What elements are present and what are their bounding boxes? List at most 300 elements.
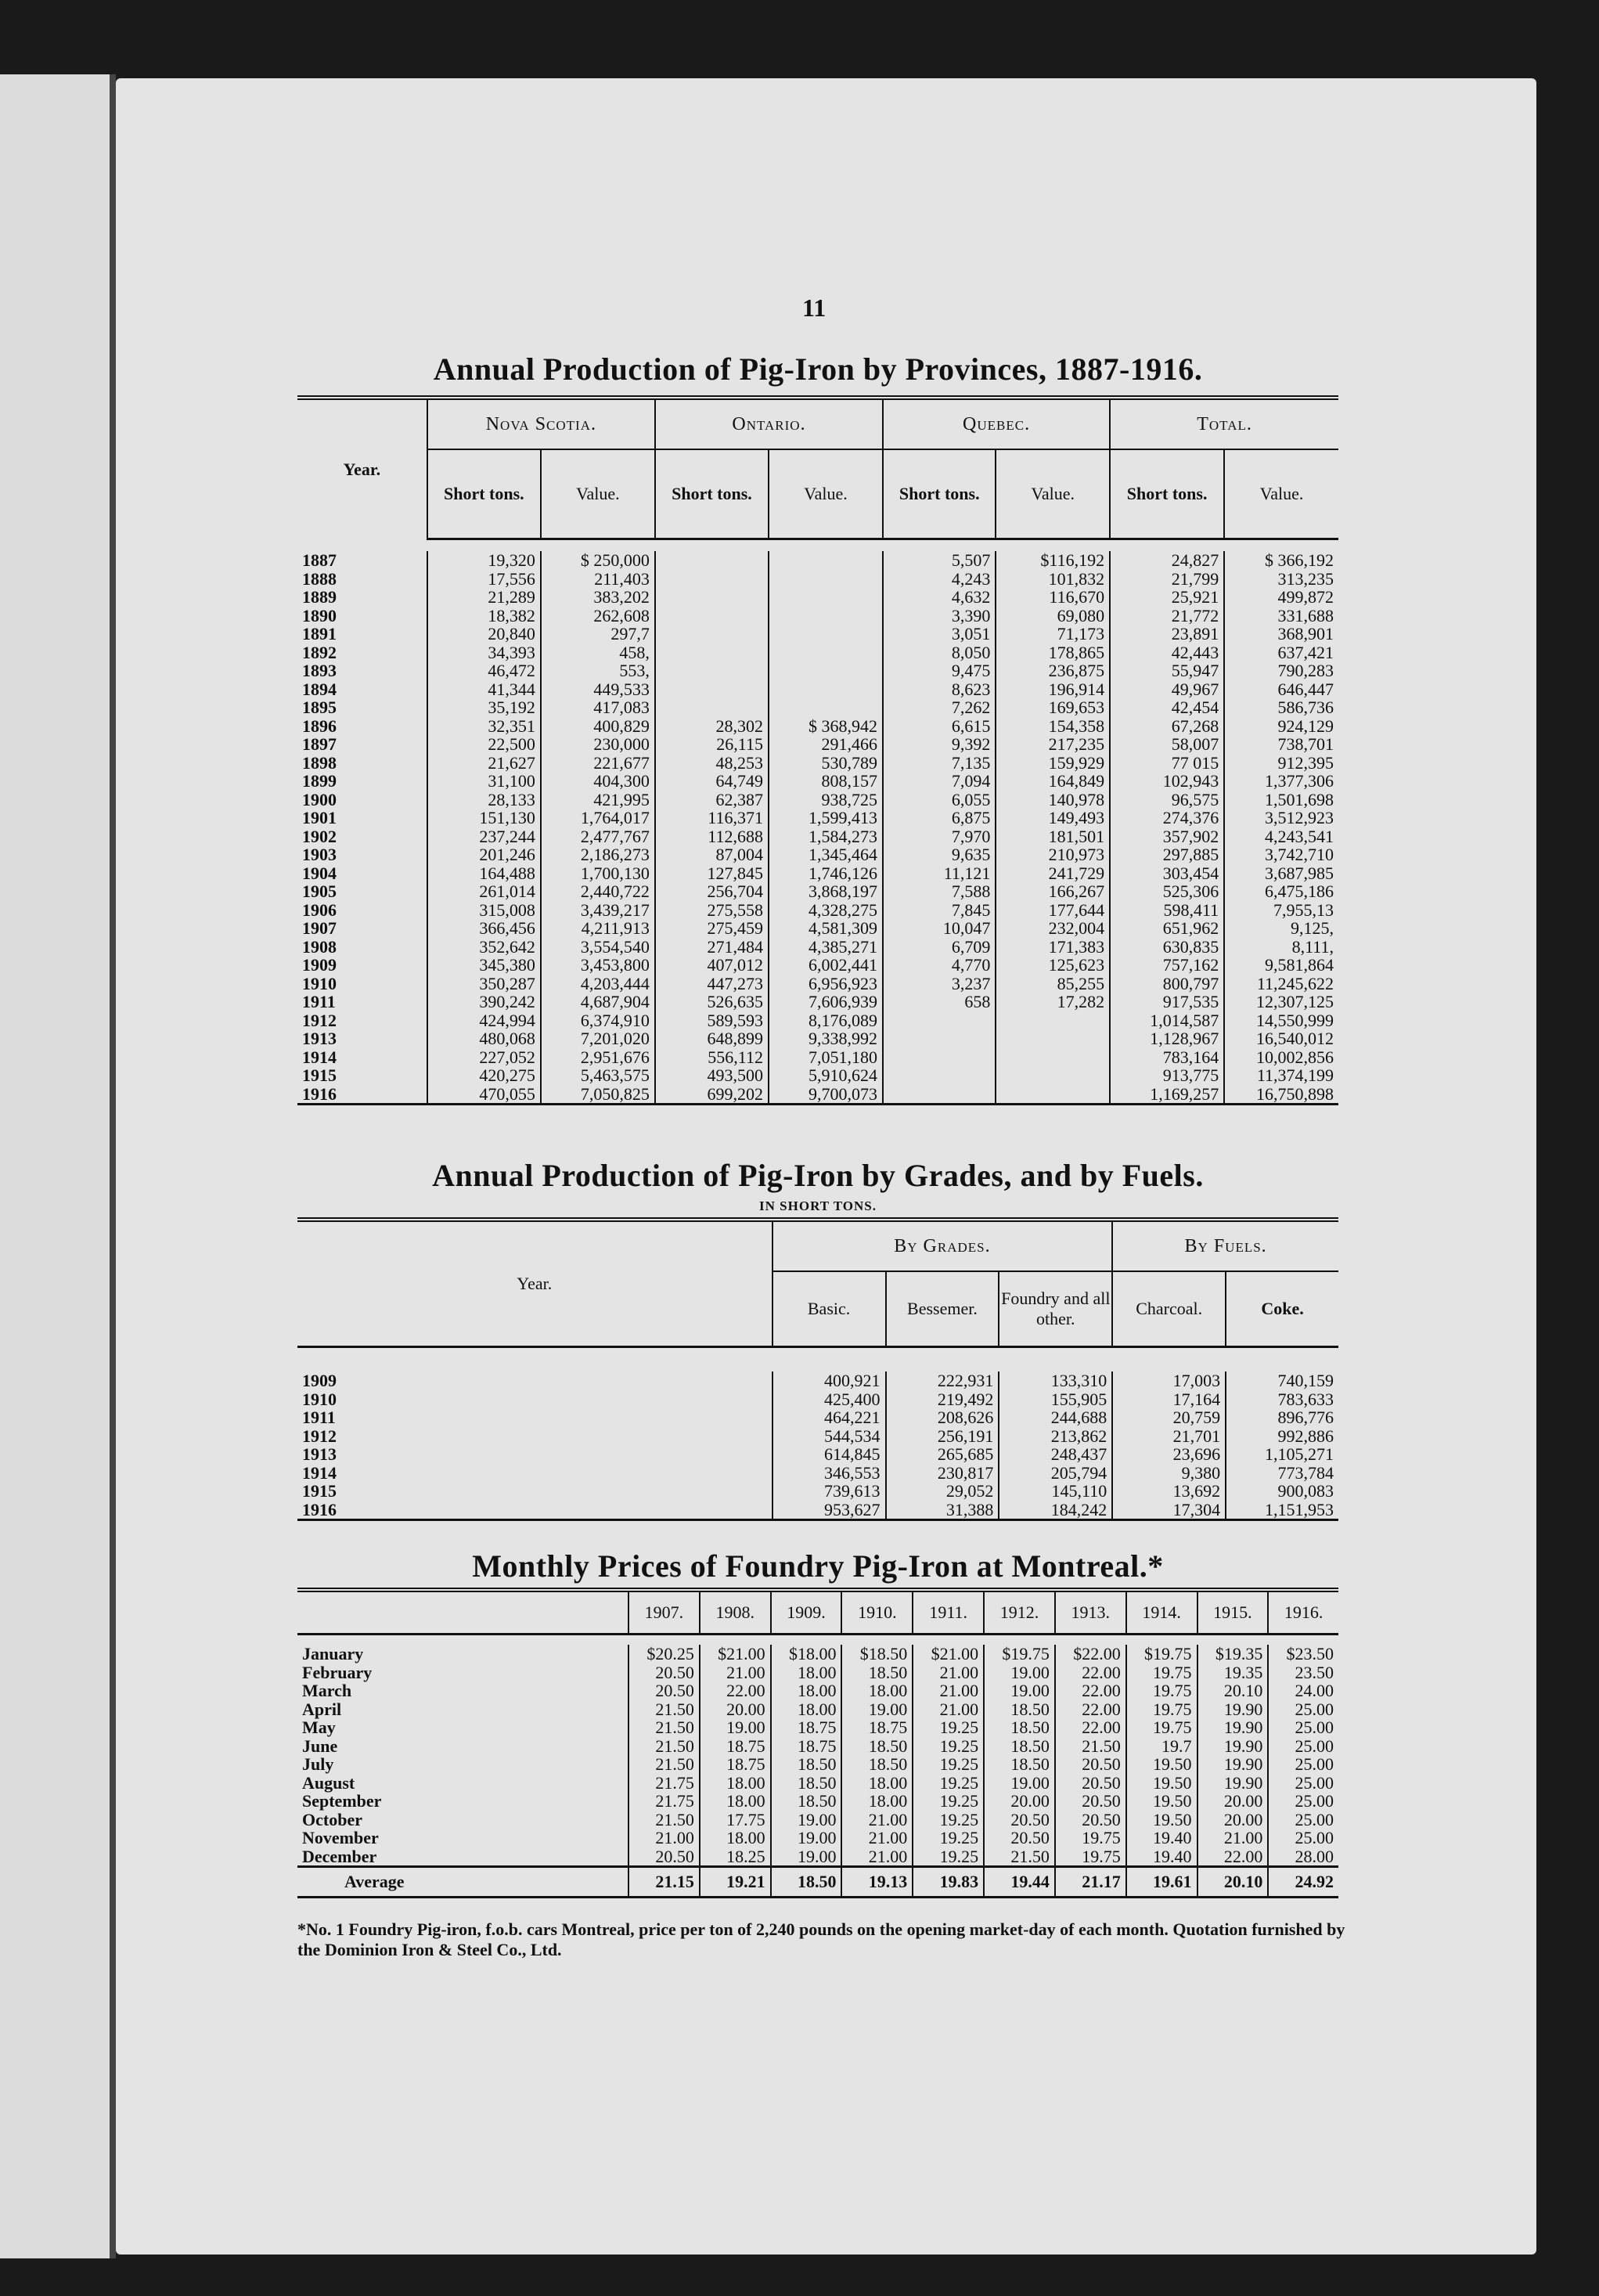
value-cell: 256,191 [886, 1427, 999, 1446]
value-cell: 783,164 [1110, 1048, 1224, 1067]
value-cell: 125,623 [996, 956, 1110, 975]
value-cell: 32,351 [427, 717, 541, 736]
year-cell: 1890 [302, 605, 337, 625]
value-cell: 7,262 [883, 698, 996, 717]
footnote: *No. 1 Foundry Pig-iron, f.o.b. cars Montreal, price per ton of 2,240 pounds on the opening market-day of each month. Quotation furnished by the Dominion Iron & Steel Co., Ltd. [297, 1919, 1345, 1959]
value-cell: 169,653 [996, 698, 1110, 717]
value-cell: 3,868,197 [769, 882, 883, 901]
month-cell: January [302, 1644, 364, 1663]
price-cell: 18.50 [984, 1737, 1055, 1756]
price-cell: 19.75 [1126, 1700, 1197, 1719]
price-cell: 19.50 [1126, 1792, 1197, 1811]
column-header: Short tons. [883, 449, 996, 539]
value-cell: 1,345,464 [769, 845, 883, 864]
value-cell: 77 015 [1110, 754, 1224, 773]
value-cell: 181,501 [996, 827, 1110, 846]
table-row [297, 938, 1338, 957]
value-cell: 41,344 [427, 680, 541, 699]
month-cell: May [302, 1717, 336, 1737]
table-row [297, 1048, 1338, 1067]
value-cell [655, 680, 769, 699]
year-cell: 1911 [302, 1408, 336, 1427]
price-cell: 18.00 [700, 1792, 771, 1811]
month-cell: June [302, 1736, 338, 1756]
value-cell: 896,776 [1226, 1408, 1338, 1427]
value-cell: 1,151,953 [1226, 1501, 1338, 1520]
value-cell: 26,115 [655, 735, 769, 754]
price-cell: 18.00 [700, 1774, 771, 1793]
price-cell: $19.35 [1197, 1645, 1269, 1663]
value-cell [769, 680, 883, 699]
value-cell: 164,849 [996, 772, 1110, 791]
value-cell: 196,914 [996, 680, 1110, 699]
price-cell: 20.50 [1055, 1755, 1126, 1774]
table-row [297, 717, 1338, 736]
bottom-rule-cell [297, 1105, 1338, 1108]
value-cell: 34,393 [427, 643, 541, 662]
value-cell [883, 1011, 996, 1030]
price-cell: 19.75 [1126, 1718, 1197, 1737]
value-cell: 757,162 [1110, 956, 1224, 975]
value-cell: 598,411 [1110, 901, 1224, 920]
table-row [297, 1408, 1338, 1427]
price-cell: 18.50 [984, 1755, 1055, 1774]
year-cell: 1914 [302, 1047, 337, 1067]
value-cell: 6,475,186 [1224, 882, 1338, 901]
year-column-header: 1909. [771, 1590, 842, 1635]
value-cell: 464,221 [772, 1408, 886, 1427]
value-cell: 3,237 [883, 975, 996, 993]
price-cell: $21.00 [700, 1645, 771, 1663]
price-cell: 25.00 [1268, 1755, 1338, 1774]
value-cell: 17,003 [1112, 1371, 1226, 1390]
value-cell: 1,014,587 [1110, 1011, 1224, 1030]
value-cell: 64,749 [655, 772, 769, 791]
value-cell: 42,443 [1110, 643, 1224, 662]
table-row [297, 1371, 1338, 1390]
value-cell: 275,459 [655, 919, 769, 938]
column-header: Value. [1224, 449, 1338, 539]
value-cell: 7,135 [883, 754, 996, 773]
table-row [297, 1792, 1338, 1811]
value-cell: 3,051 [883, 625, 996, 643]
month-cell: February [302, 1662, 373, 1682]
table-row [297, 1066, 1338, 1085]
value-cell: 116,371 [655, 809, 769, 827]
value-cell: $ 368,942 [769, 717, 883, 736]
price-cell: 18.25 [700, 1847, 771, 1867]
price-cell: 19.90 [1197, 1737, 1269, 1756]
value-cell [883, 1085, 996, 1105]
value-cell: 222,931 [886, 1371, 999, 1390]
value-cell: 651,962 [1110, 919, 1224, 938]
value-cell [655, 551, 769, 570]
value-cell: 9,700,073 [769, 1085, 883, 1105]
price-cell: 21.50 [628, 1737, 700, 1756]
value-cell: 3,390 [883, 607, 996, 625]
value-cell: 221,677 [541, 754, 655, 773]
average-value: 19.83 [913, 1867, 984, 1898]
value-cell [769, 625, 883, 643]
group-header: Nova Scotia. [427, 398, 655, 449]
value-cell: 6,374,910 [541, 1011, 655, 1030]
price-cell: 18.50 [841, 1737, 913, 1756]
price-cell: 21.50 [628, 1811, 700, 1829]
average-value: 19.61 [1126, 1867, 1197, 1898]
year-cell: 1910 [302, 1389, 337, 1409]
value-cell: 4,687,904 [541, 993, 655, 1011]
price-cell: 25.00 [1268, 1700, 1338, 1719]
price-cell: 25.00 [1268, 1811, 1338, 1829]
price-cell: 19.25 [913, 1792, 984, 1811]
year-cell: 1910 [302, 973, 337, 993]
price-cell: 19.00 [984, 1774, 1055, 1793]
value-cell [769, 607, 883, 625]
value-cell: 8,050 [883, 643, 996, 662]
grades-fuels-table [297, 1217, 1338, 1523]
value-cell: 3,453,800 [541, 956, 655, 975]
price-cell: 21.00 [700, 1663, 771, 1682]
value-cell: 4,328,275 [769, 901, 883, 920]
value-cell: 9,635 [883, 845, 996, 864]
year-column-header: 1916. [1268, 1590, 1338, 1635]
month-header-blank [297, 1590, 628, 1635]
value-cell: 20,759 [1112, 1408, 1226, 1427]
value-cell: 21,799 [1110, 570, 1224, 589]
header-row-groups [297, 398, 1338, 449]
price-cell: 19.25 [913, 1829, 984, 1847]
value-cell: 912,395 [1224, 754, 1338, 773]
price-cell: 23.50 [1268, 1663, 1338, 1682]
table-row [297, 661, 1338, 680]
value-cell: 219,492 [886, 1390, 999, 1409]
price-cell: 19.90 [1197, 1755, 1269, 1774]
value-cell: 22,500 [427, 735, 541, 754]
year-cell: 1904 [302, 863, 337, 883]
value-cell: 556,112 [655, 1048, 769, 1067]
value-cell: 4,243,541 [1224, 827, 1338, 846]
value-cell: 271,484 [655, 938, 769, 957]
price-cell: 21.75 [628, 1774, 700, 1793]
value-cell: 425,400 [772, 1390, 886, 1409]
average-value: 21.17 [1055, 1867, 1126, 1898]
value-cell: 62,387 [655, 791, 769, 809]
value-cell: 241,729 [996, 864, 1110, 883]
value-cell: 49,967 [1110, 680, 1224, 699]
value-cell: 275,558 [655, 901, 769, 920]
price-cell: 18.50 [771, 1755, 842, 1774]
value-cell: 149,493 [996, 809, 1110, 827]
value-cell: 400,829 [541, 717, 655, 736]
value-cell: 773,784 [1226, 1464, 1338, 1483]
table-row [297, 956, 1338, 975]
value-cell: $ 250,000 [541, 551, 655, 570]
value-cell: 29,052 [886, 1482, 999, 1501]
value-cell: 2,186,273 [541, 845, 655, 864]
table-row [297, 1445, 1338, 1464]
value-cell [996, 1048, 1110, 1067]
value-cell: 7,050,825 [541, 1085, 655, 1105]
price-cell: 19.75 [1055, 1847, 1126, 1867]
value-cell: 101,832 [996, 570, 1110, 589]
value-cell [655, 588, 769, 607]
price-cell: 19.50 [1126, 1755, 1197, 1774]
value-cell: 227,052 [427, 1048, 541, 1067]
value-cell: 261,014 [427, 882, 541, 901]
price-cell: 21.00 [841, 1847, 913, 1867]
table-row [297, 1847, 1338, 1867]
value-cell: 67,268 [1110, 717, 1224, 736]
month-cell: July [302, 1754, 334, 1774]
value-cell: 1,746,126 [769, 864, 883, 883]
value-cell: 55,947 [1110, 661, 1224, 680]
price-cell: $21.00 [913, 1645, 984, 1663]
value-cell [655, 607, 769, 625]
value-cell: 18,382 [427, 607, 541, 625]
price-cell: 25.00 [1268, 1792, 1338, 1811]
value-cell: 177,644 [996, 901, 1110, 920]
price-cell: 20.00 [984, 1792, 1055, 1811]
price-cell: 21.50 [984, 1847, 1055, 1867]
value-cell: 6,002,441 [769, 956, 883, 975]
price-cell: 19.00 [771, 1829, 842, 1847]
bottom-rule [297, 1520, 1338, 1523]
year-cell: 1913 [302, 1029, 337, 1048]
value-cell: 4,211,913 [541, 919, 655, 938]
value-cell: 230,817 [886, 1464, 999, 1483]
year-cell: 1912 [302, 1426, 337, 1446]
value-cell: 20,840 [427, 625, 541, 643]
value-cell: 13,692 [1112, 1482, 1226, 1501]
value-cell: 8,176,089 [769, 1011, 883, 1030]
value-cell: 6,875 [883, 809, 996, 827]
column-header: Foundry and all other. [999, 1271, 1112, 1347]
value-cell: 8,623 [883, 680, 996, 699]
price-cell: 19.90 [1197, 1774, 1269, 1793]
price-cell: 20.50 [984, 1829, 1055, 1847]
table-row [297, 1501, 1338, 1520]
column-header: Basic. [772, 1271, 886, 1347]
year-cell: 1909 [302, 955, 337, 975]
value-cell: 69,080 [996, 607, 1110, 625]
price-cell: $23.50 [1268, 1645, 1338, 1663]
price-cell: 22.00 [1055, 1718, 1126, 1737]
price-cell: 20.00 [700, 1700, 771, 1719]
table-row [297, 772, 1338, 791]
value-cell: 1,128,967 [1110, 1029, 1224, 1048]
value-cell: 171,383 [996, 938, 1110, 957]
value-cell: 924,129 [1224, 717, 1338, 736]
spacer-cell [297, 1347, 1338, 1372]
month-cell: March [302, 1681, 352, 1700]
value-cell: 154,358 [996, 717, 1110, 736]
table-row [297, 1737, 1338, 1756]
group-header: By Grades. [772, 1220, 1113, 1271]
value-cell: 738,701 [1224, 735, 1338, 754]
value-cell: 630,835 [1110, 938, 1224, 957]
price-cell: 19.25 [913, 1737, 984, 1756]
value-cell: 23,696 [1112, 1445, 1226, 1464]
table-row [297, 1681, 1338, 1700]
column-header: Bessemer. [886, 1271, 999, 1347]
value-cell: 9,125, [1224, 919, 1338, 938]
value-cell: 244,688 [999, 1408, 1112, 1427]
price-cell: $20.25 [628, 1645, 700, 1663]
value-cell: 211,403 [541, 570, 655, 589]
value-cell: 9,380 [1112, 1464, 1226, 1483]
year-cell: 1900 [302, 789, 337, 809]
value-cell: 345,380 [427, 956, 541, 975]
value-cell: 7,845 [883, 901, 996, 920]
table-row [297, 698, 1338, 717]
price-cell: 19.75 [1126, 1681, 1197, 1700]
price-cell: 21.75 [628, 1792, 700, 1811]
price-cell: 19.25 [913, 1755, 984, 1774]
year-cell: 1899 [302, 771, 337, 791]
value-cell [655, 643, 769, 662]
price-cell: 28.00 [1268, 1847, 1338, 1867]
value-cell: 7,051,180 [769, 1048, 883, 1067]
value-cell: 24,827 [1110, 551, 1224, 570]
value-cell: 4,770 [883, 956, 996, 975]
year-cell: 1915 [302, 1065, 337, 1085]
value-cell: 331,688 [1224, 607, 1338, 625]
year-header: Year. [343, 459, 381, 479]
column-header: Short tons. [1110, 449, 1224, 539]
value-cell: 17,304 [1112, 1501, 1226, 1520]
value-cell: 10,047 [883, 919, 996, 938]
value-cell: 1,105,271 [1226, 1445, 1338, 1464]
year-cell: 1887 [302, 550, 337, 570]
column-header: Value. [996, 449, 1110, 539]
year-cell: 1906 [302, 899, 337, 920]
price-cell: 21.50 [628, 1755, 700, 1774]
value-cell: 1,764,017 [541, 809, 655, 827]
value-cell: 900,083 [1226, 1482, 1338, 1501]
value-cell: 589,593 [655, 1011, 769, 1030]
price-cell: $22.00 [1055, 1645, 1126, 1663]
price-cell: 25.00 [1268, 1737, 1338, 1756]
value-cell: 953,627 [772, 1501, 886, 1520]
value-cell: 232,004 [996, 919, 1110, 938]
value-cell: 4,581,309 [769, 919, 883, 938]
month-cell: December [302, 1846, 377, 1866]
value-cell: 404,300 [541, 772, 655, 791]
column-header: Short tons. [427, 449, 541, 539]
month-cell: November [302, 1828, 379, 1847]
table-row [297, 1663, 1338, 1682]
value-cell: 917,535 [1110, 993, 1224, 1011]
year-cell: 1914 [302, 1462, 337, 1483]
value-cell: 648,899 [655, 1029, 769, 1048]
price-cell: 19.25 [913, 1718, 984, 1737]
value-cell: 11,245,622 [1224, 975, 1338, 993]
value-cell: 7,201,020 [541, 1029, 655, 1048]
value-cell: 9,581,864 [1224, 956, 1338, 975]
table-row [297, 809, 1338, 827]
table-row [297, 993, 1338, 1011]
price-cell: 21.00 [628, 1829, 700, 1847]
year-cell: 1907 [302, 918, 337, 938]
grades-table-title: Annual Production of Pig-Iron by Grades, and by Fuels. [432, 1158, 1204, 1193]
value-cell: 155,905 [999, 1390, 1112, 1409]
value-cell: 3,439,217 [541, 901, 655, 920]
facing-page-edge [0, 74, 110, 2258]
price-cell: 25.00 [1268, 1829, 1338, 1847]
value-cell: 2,440,722 [541, 882, 655, 901]
price-cell: 19.90 [1197, 1700, 1269, 1719]
value-cell: 23,891 [1110, 625, 1224, 643]
year-cell: 1891 [302, 624, 337, 643]
price-cell: 18.50 [984, 1718, 1055, 1737]
value-cell: 352,642 [427, 938, 541, 957]
value-cell: 236,875 [996, 661, 1110, 680]
price-cell: 21.00 [913, 1663, 984, 1682]
table-row [297, 975, 1338, 993]
value-cell: 421,995 [541, 791, 655, 809]
spacer-row [297, 1635, 1338, 1645]
value-cell: 112,688 [655, 827, 769, 846]
value-cell: 637,421 [1224, 643, 1338, 662]
value-cell: 21,289 [427, 588, 541, 607]
price-cell: 21.00 [841, 1829, 913, 1847]
table-row [297, 901, 1338, 920]
price-cell: 19.00 [771, 1811, 842, 1829]
price-cell: 21.50 [628, 1700, 700, 1719]
value-cell: 96,575 [1110, 791, 1224, 809]
value-cell: 16,540,012 [1224, 1029, 1338, 1048]
price-cell: 24.00 [1268, 1681, 1338, 1700]
value-cell: 102,943 [1110, 772, 1224, 791]
column-header: Value. [769, 449, 883, 539]
year-cell: 1894 [302, 679, 337, 699]
table-row [297, 827, 1338, 846]
price-cell: 19.00 [841, 1700, 913, 1719]
value-cell: 178,865 [996, 643, 1110, 662]
table-row [297, 625, 1338, 643]
year-cell: 1889 [302, 587, 337, 607]
value-cell: 1,377,306 [1224, 772, 1338, 791]
table-row [297, 570, 1338, 589]
value-cell: 1,700,130 [541, 864, 655, 883]
value-cell [769, 698, 883, 717]
value-cell: 303,454 [1110, 864, 1224, 883]
value-cell: 159,929 [996, 754, 1110, 773]
bottom-rule [297, 1898, 1338, 1901]
price-cell: 18.00 [841, 1681, 913, 1700]
spacer-row [297, 539, 1338, 552]
price-cell: 18.00 [841, 1792, 913, 1811]
value-cell: 116,670 [996, 588, 1110, 607]
value-cell: 913,775 [1110, 1066, 1224, 1085]
average-value: 18.50 [771, 1867, 842, 1898]
year-column-header: 1907. [628, 1590, 700, 1635]
value-cell: 499,872 [1224, 588, 1338, 607]
value-cell: 7,094 [883, 772, 996, 791]
value-cell: 315,008 [427, 901, 541, 920]
value-cell: 800,797 [1110, 975, 1224, 993]
average-value: 20.10 [1197, 1867, 1269, 1898]
table-row [297, 845, 1338, 864]
value-cell [655, 661, 769, 680]
value-cell: 390,242 [427, 993, 541, 1011]
month-cell: April [302, 1699, 342, 1719]
table-row [297, 735, 1338, 754]
value-cell: 8,111, [1224, 938, 1338, 957]
value-cell: 525,306 [1110, 882, 1224, 901]
group-header: By Fuels. [1112, 1220, 1338, 1271]
value-cell: 16,750,898 [1224, 1085, 1338, 1105]
